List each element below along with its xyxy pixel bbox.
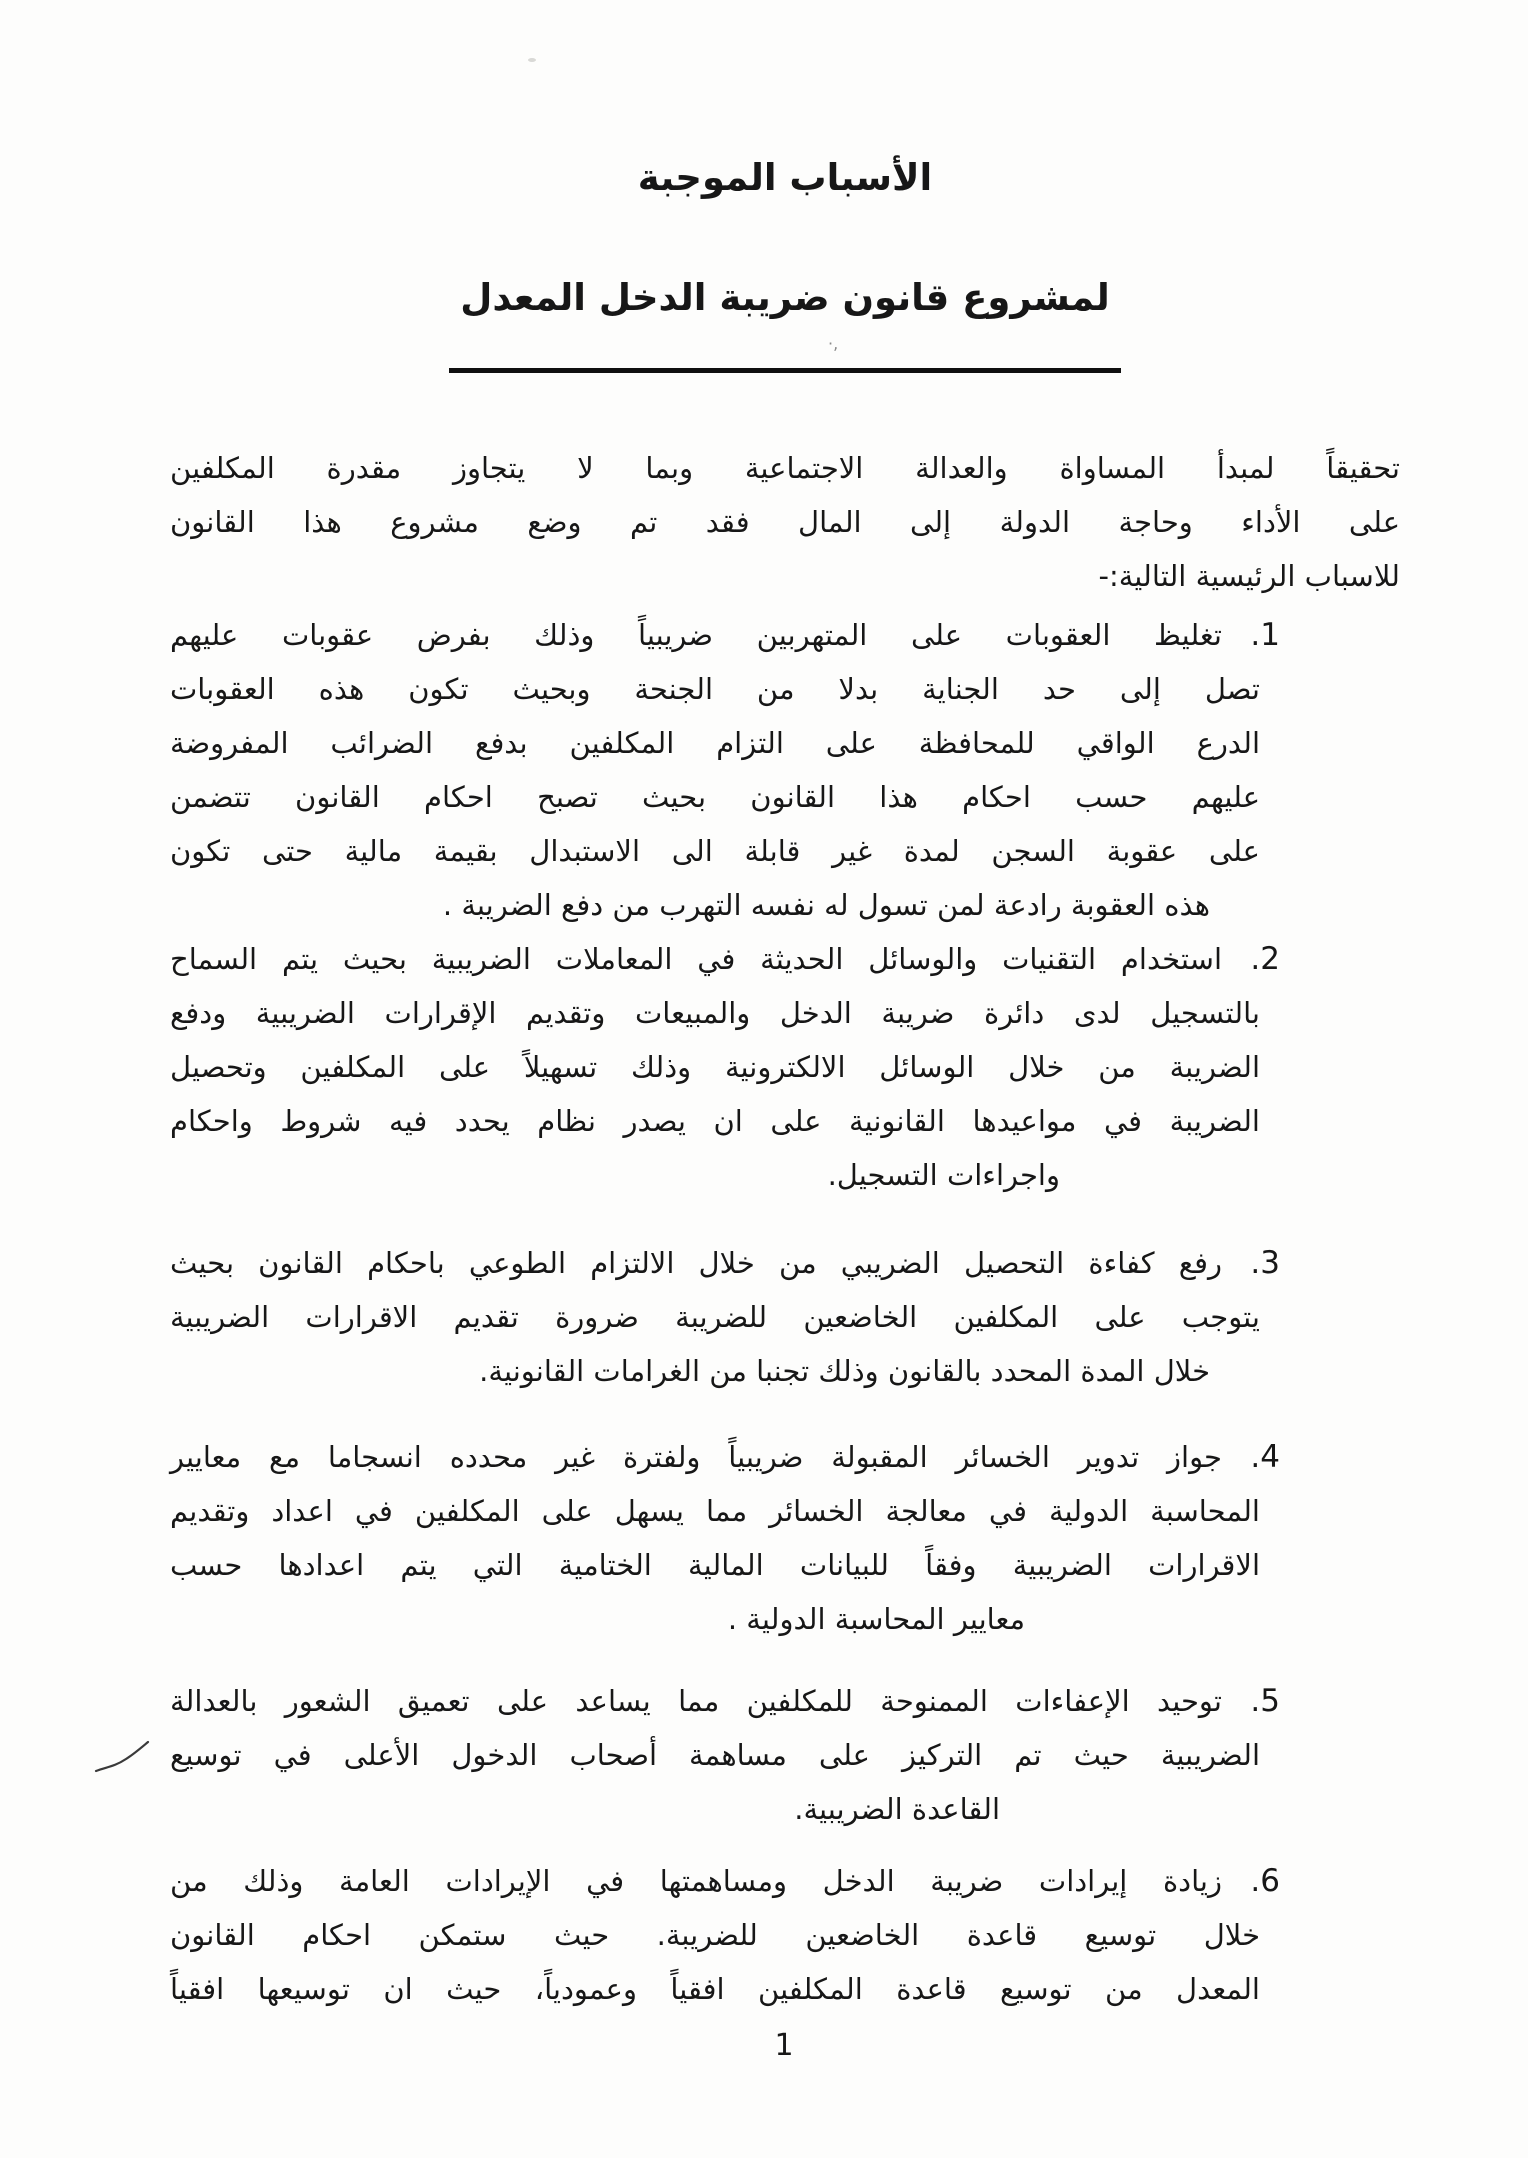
text-line: يتوجب على المكلفين الخاضعين للضريبة ضرورة تقديم الاقرارات الضريبية <box>170 1300 1260 1334</box>
reason-item-first-line <box>170 1430 1280 1484</box>
text-line: الضريبة في مواعيدها القانونية على ان يصدر نظام يحدد فيه شروط واحكام <box>170 1104 1260 1138</box>
text-line: تصل إلى حد الجناية بدلا من الجنحة وبحيث تكون هذه العقوبات <box>170 672 1260 706</box>
reason-item-first-line <box>170 1674 1280 1728</box>
reason-item-first-line <box>170 608 1280 662</box>
text-line: رفع كفاءة التحصيل الضريبي من خلال الالتزام الطوعي باحكام القانون بحيث <box>170 1246 1222 1280</box>
text-line: الضريبية حيث تم التركيز على مساهمة أصحاب الدخول الأعلى في توسيع <box>170 1738 1260 1772</box>
scan-speck <box>528 58 536 62</box>
reason-item <box>170 1854 1280 2016</box>
reason-item <box>170 1674 1280 1836</box>
page-number: 1 <box>774 2028 794 2063</box>
scan-artifact-mark: ·, <box>828 334 839 353</box>
item-number: 2. <box>1250 941 1280 977</box>
text-line: خلال توسيع قاعدة الخاضعين للضريبة. حيث ستمكن احكام القانون <box>170 1918 1260 1952</box>
title-underline <box>449 368 1121 373</box>
reason-item <box>170 1430 1280 1646</box>
text-line: المحاسبة الدولية في معالجة الخسائر مما يسهل على المكلفين في اعداد وتقديم <box>170 1494 1260 1528</box>
reason-item <box>170 1236 1280 1398</box>
reason-item <box>170 932 1280 1202</box>
reason-item-first-line <box>170 932 1280 986</box>
text-line: استخدام التقنيات والوسائل الحديثة في المعاملات الضريبية بحيث يتم السماح <box>170 942 1222 976</box>
text-line: الاقرارات الضريبية وفقاً للبيانات المالية الختامية التي يتم اعدادها حسب <box>170 1548 1260 1582</box>
item-number: 3. <box>1250 1245 1280 1281</box>
text-line: خلال المدة المحدد بالقانون وذلك تجنبا من الغرامات القانونية. <box>479 1354 1210 1388</box>
text-line: للاسباب الرئيسية التالية:- <box>1098 559 1400 593</box>
text-line: واجراءات التسجيل. <box>827 1158 1060 1192</box>
item-number: 6. <box>1250 1863 1280 1899</box>
reason-item-first-line <box>170 1236 1280 1290</box>
text-line: تحقيقاً لمبدأ المساواة والعدالة الاجتماعية وبما لا يتجاوز مقدرة المكلفين <box>170 451 1400 485</box>
text-line: الضريبة من خلال الوسائل الالكترونية وذلك تسهيلاً على المكلفين وتحصيل <box>170 1050 1260 1084</box>
reasons-list <box>170 608 1280 2016</box>
text-line: الدرع الواقي للمحافظة على التزام المكلفين بدفع الضرائب المفروضة <box>170 726 1260 760</box>
item-number: 5. <box>1250 1683 1280 1719</box>
text-line: عليهم حسب احكام هذا القانون بحيث تصبح احكام القانون تتضمن <box>170 780 1260 814</box>
text-line: على عقوبة السجن لمدة غير قابلة الى الاستبدال بقيمة مالية حتى تكون <box>170 834 1260 868</box>
text-line: زيادة إيرادات ضريبة الدخل ومساهمتها في الإيرادات العامة وذلك من <box>170 1864 1222 1898</box>
text-line: بالتسجيل لدى دائرة ضريبة الدخل والمبيعات وتقديم الإقرارات الضريبية ودفع <box>170 996 1260 1030</box>
document-title-line1: الأسباب الموجبة <box>637 156 933 199</box>
text-line: تغليظ العقوبات على المتهربين ضريبياً وذلك بفرض عقوبات عليهم <box>170 618 1222 652</box>
text-line: المعدل من توسيع قاعدة المكلفين افقياً وعمودياً، حيث ان توسيعها افقياً <box>170 1972 1260 2006</box>
intro-paragraph <box>170 441 1400 603</box>
reason-item-first-line <box>170 1854 1280 1908</box>
item-number: 4. <box>1250 1439 1280 1475</box>
text-line: توحيد الإعفاءات الممنوحة للمكلفين مما يساعد على تعميق الشعور بالعدالة <box>170 1684 1222 1718</box>
handwritten-margin-mark <box>92 1736 152 1782</box>
text-line: القاعدة الضريبية. <box>794 1792 1000 1826</box>
text-line: على الأداء وحاجة الدولة إلى المال فقد تم وضع مشروع هذا القانون <box>170 505 1400 539</box>
text-line: هذه العقوبة رادعة لمن تسول له نفسه التهرب من دفع الضريبة . <box>442 888 1210 922</box>
text-line: جواز تدوير الخسائر المقبولة ضريبياً ولفترة غير محدده انسجاما مع معايير <box>170 1440 1222 1474</box>
reason-item <box>170 608 1280 932</box>
document-title-line2: لمشروع قانون ضريبة الدخل المعدل <box>460 276 1110 319</box>
item-number: 1. <box>1250 617 1280 653</box>
document-content <box>170 0 1400 2016</box>
text-line: معايير المحاسبة الدولية . <box>727 1602 1025 1636</box>
